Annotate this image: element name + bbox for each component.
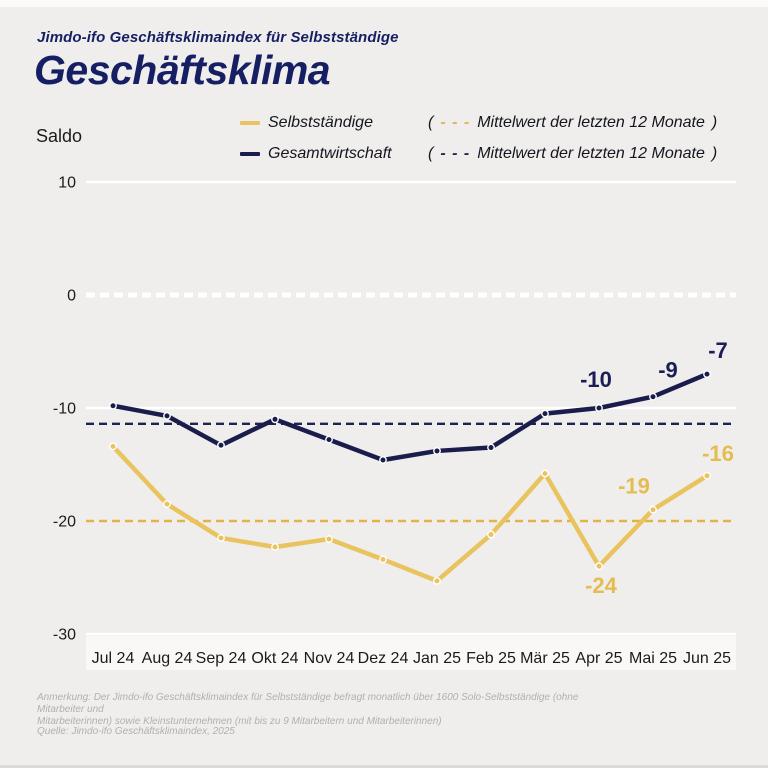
data-point-gesamtwirtschaft [596, 405, 602, 411]
data-point-gesamtwirtschaft [650, 394, 656, 400]
y-tick-label: 0 [67, 287, 76, 305]
data-point-selbstständige [326, 536, 332, 542]
data-label-selbstständige: -16 [702, 440, 734, 466]
x-tick-label: Nov 24 [303, 650, 355, 667]
page-title: Geschäftsklima [34, 47, 331, 93]
legend-mean-selbststaendige [428, 114, 717, 132]
data-point-selbstständige [380, 556, 386, 562]
data-point-selbstständige [218, 535, 224, 541]
y-axis-unit-label: Saldo [36, 126, 83, 146]
legend-mean-gesamtwirtschaft [428, 145, 717, 163]
x-tick-label: Dez 24 [357, 650, 409, 667]
legend-label-gesamtwirtschaft: Gesamtwirtschaft [268, 144, 392, 162]
x-tick-label: Mai 25 [628, 650, 678, 667]
x-tick-label: Mär 25 [520, 650, 570, 667]
data-label-selbstständige: -24 [585, 573, 617, 599]
x-tick-label: Okt 24 [251, 650, 299, 667]
footnote-quelle: Quelle: Jimdo-ifo Geschäftsklimaindex, 2025 [37, 726, 235, 737]
footnote-anmerkung [37, 692, 597, 728]
data-point-selbstständige [596, 563, 602, 569]
legend-mean-label: Mittelwert der letzten 12 Monate [477, 144, 705, 162]
data-point-gesamtwirtschaft [110, 403, 116, 409]
data-point-selbstständige [164, 501, 170, 507]
data-point-selbstständige [272, 544, 278, 550]
data-label-gesamtwirtschaft: -9 [658, 357, 678, 383]
data-label-gesamtwirtschaft: -7 [708, 338, 728, 364]
mean-dash-swatch-selbststaendige: - - - [440, 113, 471, 131]
mean-dash-swatch-gesamtwirtschaft: - - - [440, 144, 471, 162]
data-point-gesamtwirtschaft [488, 444, 494, 450]
legend-swatch-gesamtwirtschaft [240, 152, 260, 156]
chart-canvas [0, 170, 768, 690]
chart-kicker: Jimdo-ifo Geschäftsklimaindex für Selbstständige [37, 29, 399, 46]
series-line-gesamtwirtschaft [113, 374, 707, 460]
y-tick-label: -20 [52, 513, 76, 531]
paren-open: ( [428, 144, 434, 162]
data-point-selbstständige [650, 507, 656, 513]
data-point-gesamtwirtschaft [704, 371, 710, 377]
footnote-line-2: Mitarbeiterinnen) sowie Kleinstunternehmen (mit bis zu 9 Mitarbeitern und Mitarbeiterinnen) [37, 716, 442, 727]
x-tick-label: Jan 25 [412, 650, 462, 667]
data-label-gesamtwirtschaft: -10 [580, 367, 612, 392]
paren-open: ( [428, 113, 434, 131]
x-tick-label: Sep 24 [195, 650, 247, 667]
x-tick-label: Aug 24 [141, 650, 193, 667]
paren-close: ) [711, 113, 718, 131]
series-line-selbstständige [113, 446, 707, 580]
data-point-gesamtwirtschaft [326, 436, 332, 442]
legend-row-selbststaendige [240, 107, 717, 138]
data-point-selbstständige [434, 578, 440, 584]
legend [240, 107, 717, 169]
x-tick-label: Feb 25 [466, 650, 516, 667]
top-edge-strip [0, 0, 768, 7]
y-tick-label: 10 [58, 174, 76, 192]
data-point-selbstständige [542, 470, 548, 476]
data-point-gesamtwirtschaft [380, 457, 386, 463]
footnote-line-1: Anmerkung: Der Jimdo-ifo Geschäftsklimaindex für Selbstständige befragt monatlich über 1600 Solo-Selbstständige (ohne Mitarbeiter und [37, 692, 579, 715]
legend-swatch-selbststaendige [240, 121, 260, 125]
y-tick-label: -30 [52, 626, 76, 644]
data-point-gesamtwirtschaft [218, 442, 224, 448]
data-point-gesamtwirtschaft [164, 413, 170, 419]
paren-close: ) [711, 144, 718, 162]
data-point-gesamtwirtschaft [434, 448, 440, 454]
data-point-selbstständige [110, 443, 116, 449]
data-point-gesamtwirtschaft [272, 416, 278, 422]
data-point-selbstständige [488, 531, 494, 537]
data-label-selbstständige: -19 [618, 473, 650, 499]
legend-mean-label: Mittelwert der letzten 12 Monate [477, 113, 705, 131]
x-tick-label: Jun 25 [682, 650, 732, 667]
data-point-selbstständige [704, 473, 710, 479]
legend-label-selbststaendige: Selbstständige [268, 113, 373, 131]
x-tick-label: Apr 25 [575, 650, 623, 667]
legend-row-gesamtwirtschaft [240, 138, 717, 169]
y-tick-label: -10 [52, 400, 76, 418]
data-point-gesamtwirtschaft [542, 410, 548, 416]
x-tick-label: Jul 24 [91, 650, 135, 667]
